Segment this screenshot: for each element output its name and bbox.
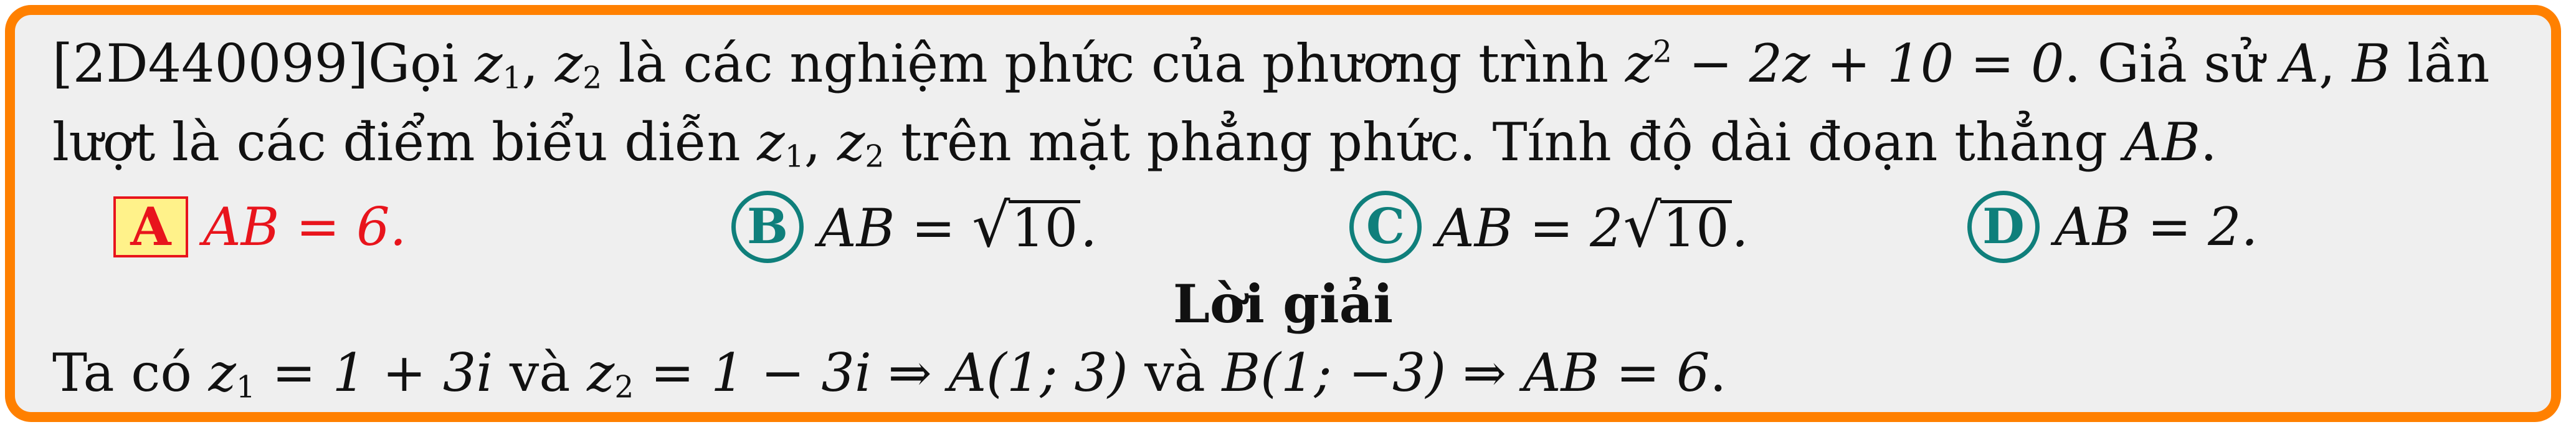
problem-line-2: lượt là các điểm biểu diễn $z_1$, $z_2$ trên mặt phẳng phức. Tính độ dài đoạn thẳng AB. — [52, 112, 2217, 175]
problem-id: [2D440099] — [52, 33, 368, 94]
solution-result: B(1; −3) ⇒ AB = 6 — [1222, 342, 1710, 403]
choice-b-badge: B — [731, 191, 804, 263]
choice-a[interactable] — [113, 192, 406, 262]
point-a: A — [2281, 33, 2319, 94]
z1: $z_1$ — [757, 112, 804, 175]
point-b: B — [2352, 33, 2391, 94]
choice-b[interactable] — [731, 192, 1097, 262]
choice-d-text: AB = 2. — [2055, 196, 2258, 257]
choice-c-badge: C — [1349, 191, 1422, 263]
solution-line: Ta có $z_1 = 1 + 3i$ và $z_2 = 1 - 3i$ ⇒ A(1; 3) và B(1; −3) ⇒ AB = 6. — [52, 342, 1727, 405]
segment-ab: AB — [2124, 112, 2200, 173]
choice-d-badge: D — [1967, 191, 2040, 263]
choice-c-text: AB = 2√10. — [1437, 191, 1749, 261]
sqrt-icon: √ — [1623, 191, 1661, 261]
solution-z2-value: = 1 − 3i ⇒ A(1; 3) — [634, 342, 1128, 403]
solution-z1-value: = 1 + 3i — [255, 342, 493, 403]
z2: $z_2$ — [837, 112, 885, 175]
choice-d[interactable] — [1967, 192, 2258, 262]
choice-c[interactable] — [1349, 192, 1748, 262]
problem-text: Gọi — [368, 33, 475, 94]
equation: $z^2 - 2z + 10 = 0$ — [1625, 33, 2065, 94]
z2: $z_2$ — [554, 33, 602, 96]
choice-b-text: AB = √10. — [819, 191, 1097, 261]
solution-heading: Lời giải — [1172, 273, 1394, 335]
solution-z2: $z_2$ — [587, 342, 634, 405]
question-card — [5, 5, 2561, 422]
sqrt-icon: √ — [972, 191, 1010, 261]
choice-a-text: AB = 6. — [203, 196, 407, 257]
problem-line-1: [2D440099]Gọi $z_1$, $z_2$ là các nghiệm phức của phương trình $z^2 - 2z + 10 = 0$. Giả sử A, B lần — [52, 33, 2490, 96]
solution-z1: $z_1$ — [208, 342, 255, 405]
choice-a-badge: A — [113, 196, 188, 257]
z1: $z_1$ — [475, 33, 522, 96]
